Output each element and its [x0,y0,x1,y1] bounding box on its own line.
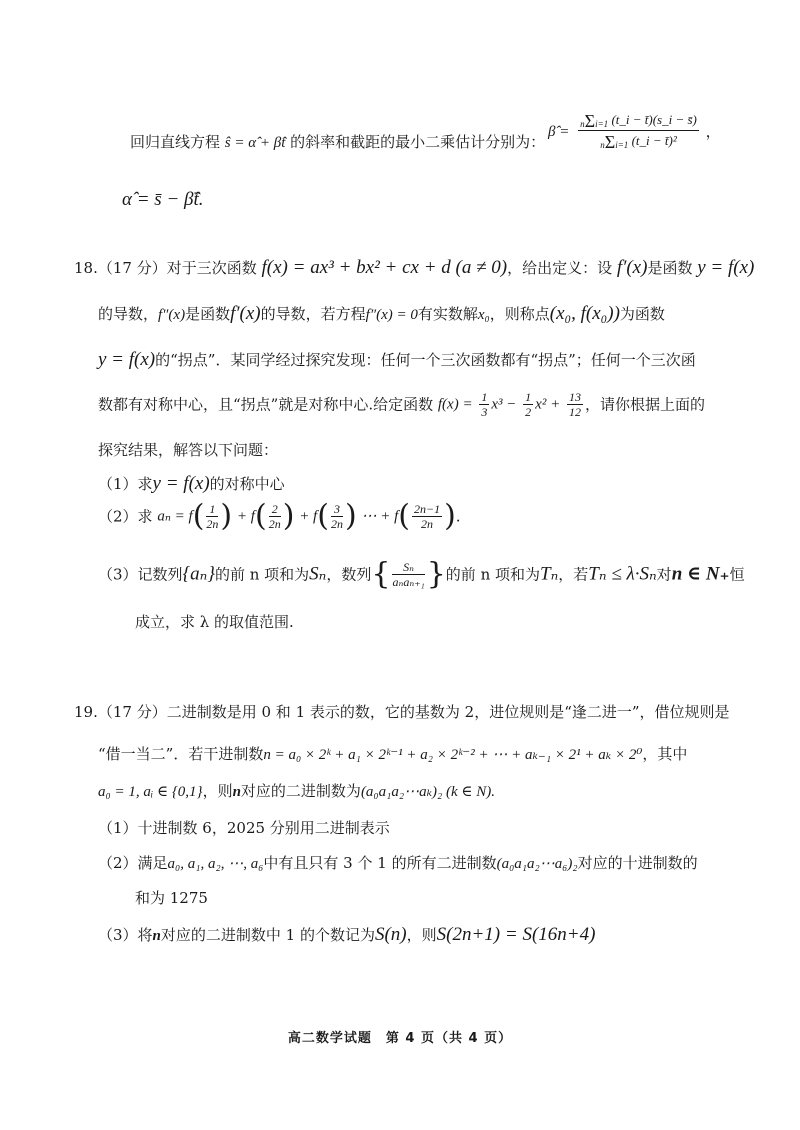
beta-numerator: nΣi=1 (t_i − t̄)(s_i − s̄) [580,111,697,132]
sum-sign-bottom: nΣi=1 [600,132,629,153]
q18-line-2: 的导数，f″(x)是函数f′(x)的导数，若方程f″(x) = 0有实数解x₀，则称点(x₀, f(x₀))为函数 [98,303,665,324]
q19-number: 19. [74,703,98,721]
q19-score: （17 分） [97,703,167,721]
inflection-point: (x₀, f(x₀)) [549,303,620,324]
q18-score: （17 分） [97,259,167,277]
q18-number: 18. [74,259,98,277]
q19-line-3: a₀ = 1, aᵢ ∈ {0,1}，则n对应的二进制数为(a₀a₁a₂⋯aₖ)₂ (k ∈ N). [98,782,496,800]
sum-sign-top: nΣi=1 [580,111,609,132]
regression-equation: ŝ = α̂ + β̂t [224,135,286,151]
q19-part-1: （1）十进制数 6，2025 分别用二进制表示 [98,819,390,837]
beta-fraction [578,112,699,151]
regression-intro: 回归直线方程 [130,133,221,151]
q18-line-4: 数都有对称中心，且“拐点”就是对称中心.给定函数 f(x) = $\frac{1}{3}$ x³ − $\frac{1}{2}$ x² + $\frac{13}{12}$ ，请你根据上面的 [98,390,705,419]
beta-comma: ， [705,122,721,141]
regression-line [130,132,545,153]
q19-part-3: （3）将n对应的二进制数中 1 的个数记为S(n)，则S(2n+1) = S(16n+4) [98,924,596,945]
regression-intro-tail: 的斜率和截距的最小二乘估计分别为： [290,133,546,151]
beta-denominator: nΣi=1 (t_i − t̄)² [600,132,677,153]
q18-part-2: （2）求 aₙ = f( $\frac{1}{2n}$ ) + f( $\frac{2}{2n}$ ) + f( $\frac{3}{2n}$ ) ⋯ + f( $\frac{2n-1}{2n}$ ). [98,498,461,534]
q19-line-1: 19.（17 分）二进制数是用 0 和 1 表示的数，它的基数为 2，进位规则是“逢二进一”，借位规则是 [74,703,730,721]
page-footer: 高二数学试题 第 4 页（共 4 页） [287,1031,513,1046]
q18-line-3: y = f(x)的“拐点”．某同学经过探究发现：任何一个三次函数都有“拐点”；任何一个三次函 [98,349,696,370]
beta-formula [548,112,721,172]
q19-line-2: “借一当二”．若干进制数n = a₀ × 2ᵏ + a₁ × 2ᵏ⁻¹ + a₂ × 2ᵏ⁻² + ⋯ + aₖ₋₁ × 2¹ + aₖ × 2⁰，其中 [98,745,688,763]
q19-part-2: （2）满足a₀, a₁, a₂, ⋯, a₆中有且只有 3 个 1 的所有二进制数(a₀a₁a₂⋯a₆)₂对应的十进制数的 [98,854,698,872]
q19-part-2-line-2: 和为 1275 [135,889,208,907]
beta-label: β̂ = [548,123,570,140]
q18-part-1: （1）求y = f(x)的对称中心 [98,473,285,494]
given-function: f(x) = [437,396,473,413]
q18-cubic-function: f(x) = ax³ + bx² + cx + d (a ≠ 0) [261,257,508,278]
q18-line-5: 探究结果，解答以下问题： [98,441,279,459]
q18-part-3-line-2: 成立，求 λ 的取值范围. [135,613,294,631]
q18-line-1: 18.（17 分）对于三次函数 f(x) = ax³ + bx² + cx + d (a ≠ 0)，给出定义：设 f′(x)是函数 y = f(x) [74,257,755,278]
binary-expansion: n = a₀ × 2ᵏ + a₁ × 2ᵏ⁻¹ + a₂ × 2ᵏ⁻² + ⋯ + aₖ₋₁ × 2¹ + aₖ × 2⁰ [263,747,643,763]
q18-part-3: （3）记数列{aₙ}的前 n 项和为Sₙ，数列{ $\frac{\text{Sₙ}}{\text{aₙaₙ₊₁}}$ }的前 n 项和为Tₙ，若Tₙ ≤ λ·Sₙ对n ∈ N₊恒 [98,556,745,592]
alpha-formula: α̂ = s̄ − β̂t̄. [122,189,204,210]
